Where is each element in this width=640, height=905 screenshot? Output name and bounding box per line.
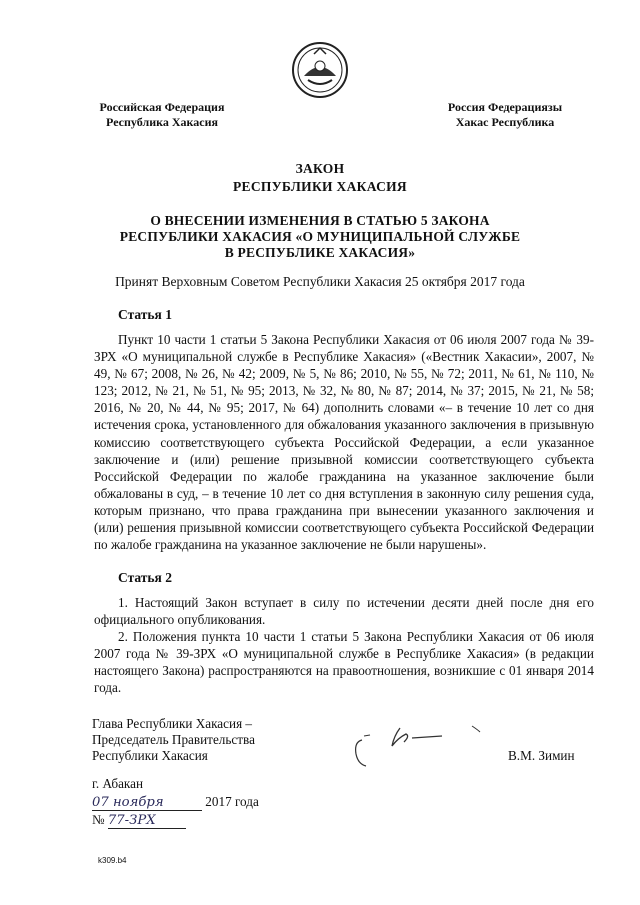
date-line: [92, 794, 259, 811]
law-title: [60, 160, 580, 196]
signatory-position: [92, 716, 255, 764]
header-left: [92, 100, 232, 130]
header-right-line: Хакас Республика: [455, 115, 555, 129]
header-right-line: Россия Федерациязы: [447, 100, 563, 114]
law-subject-line: В РЕСПУБЛИКЕ ХАКАСИЯ»: [224, 245, 416, 260]
date-suffix: 2017 года: [205, 794, 259, 809]
emblem-icon: [290, 40, 350, 100]
header-left-line: Российская Федерация: [99, 100, 225, 114]
article-1-text: Пункт 10 части 1 статьи 5 Закона Республики Хакасия от 06 июля 2007 года № 39-ЗРХ «О муниципальной службе в Республике Хакасия» («Вестник Хакасии», 2007, № 49, № 67; 2008, № 26, № 42; 2009, № 5, № 86; 2010, № 55, № 72; 2011, № 61, № 110, № 123; 2012, № 21, № 51, № 95; 2013, № 32, № 80, № 87; 2014, № 37; 2015, № 21, № 58; 2016, № 20, № 44, № 95; 2017, № 64) дополнить словами «– в течение 10 лет со дня истечения срока, установленного для обжалования указанного заключения в призывную комиссию соответствующего субъекта Российской Федерации, а если указанное заключение и (или) решение призывной комиссии соответствующего субъекта Российской Федерации по жалобе гражданина на указанное заключение были обжалованы в суд, – в течение 10 лет со дня вступления в законную силу решения суда, которым признано, что права гражданина при вынесении указанного заключения и (или) решения призывной комиссии соответствующего субъекта Российской Федерации по жалобе гражданина на указанное заключение не были нарушены».: [94, 332, 594, 553]
handwritten-number: 77-ЗРХ: [108, 813, 186, 829]
place-of-signing: г. Абакан: [92, 776, 144, 791]
article-2-paragraph-2: 2. Положения пункта 10 части 1 статьи 5 Закона Республики Хакасия от 06 июля 2007 года № 39-ЗРХ «О муниципальной службе в Республике Хакасия» (в редакции настоящего Закона) распространяются на правоотношения, возникшие с 01 января 2014 года.: [94, 629, 594, 696]
number-line: [92, 812, 186, 829]
header-left-line: Республика Хакасия: [106, 115, 218, 129]
article-2-paragraph-1: 1. Настоящий Закон вступает в силу по истечении десяти дней после дня его официального опубликования.: [94, 595, 594, 628]
article-1-title: Статья 1: [118, 307, 172, 322]
adopted-line: Принят Верховным Советом Республики Хакасия 25 октября 2017 года: [115, 274, 525, 289]
document-code: k309.b4: [98, 856, 127, 865]
article-2-title: Статья 2: [118, 570, 172, 585]
handwritten-date: 07 ноября: [92, 795, 202, 811]
header-right: [440, 100, 570, 130]
signatory-position-line: Глава Республики Хакасия –: [92, 716, 253, 731]
handwritten-signature: [340, 722, 500, 772]
signatory-position-line: Республики Хакасия: [92, 748, 208, 763]
law-subject: [60, 213, 580, 261]
signatory-position-line: Председатель Правительства: [92, 732, 255, 747]
law-title-line: РЕСПУБЛИКИ ХАКАСИЯ: [233, 179, 407, 194]
law-subject-line: О ВНЕСЕНИИ ИЗМЕНЕНИЯ В СТАТЬЮ 5 ЗАКОНА: [150, 213, 490, 228]
signatory-name: В.М. Зимин: [508, 748, 575, 763]
number-prefix: №: [92, 812, 105, 827]
law-title-line: ЗАКОН: [295, 161, 345, 176]
law-subject-line: РЕСПУБЛИКИ ХАКАСИЯ «О МУНИЦИПАЛЬНОЙ СЛУЖБЕ: [119, 229, 521, 244]
